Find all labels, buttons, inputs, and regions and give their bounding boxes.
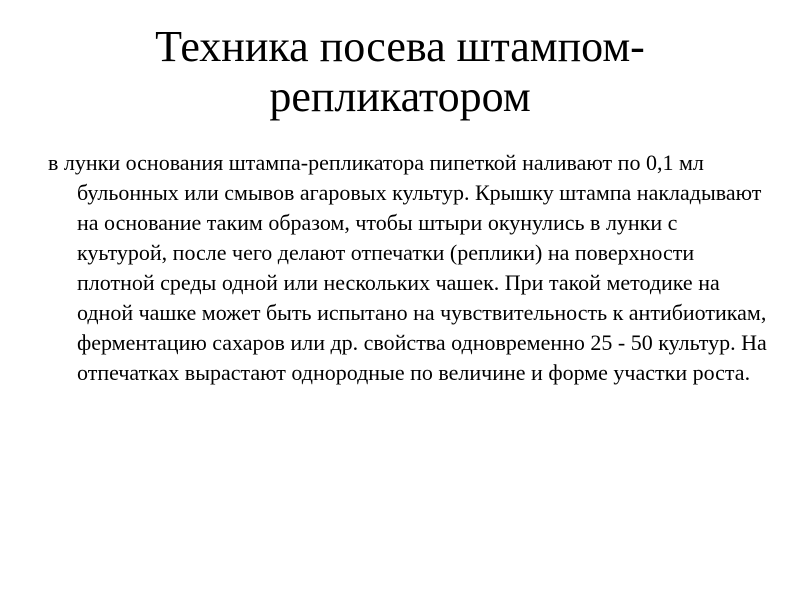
body-paragraph: в лунки основания штампа-репликатора пипеткой наливают по 0,1 мл бульонных или смывов агаровых культур. Крышку штампа накладывают на основание таким образом, чтобы штыри окунулись в лунки с куьтурой, после чего делают отпечатки (реплики) на поверхности плотной среды одной или нескольких чашек. При такой методике на одной чашке может быть испытано на чувствительность к антибиотикам, ферментацию сахаров или др. свойства одновременно 25 - 50 культур. На отпечатках вырастают однородные по величине и форме участки роста. [48, 150, 767, 385]
slide-body [48, 148, 768, 388]
slide-title: Техника посева штампом-репликатором [155, 22, 645, 121]
